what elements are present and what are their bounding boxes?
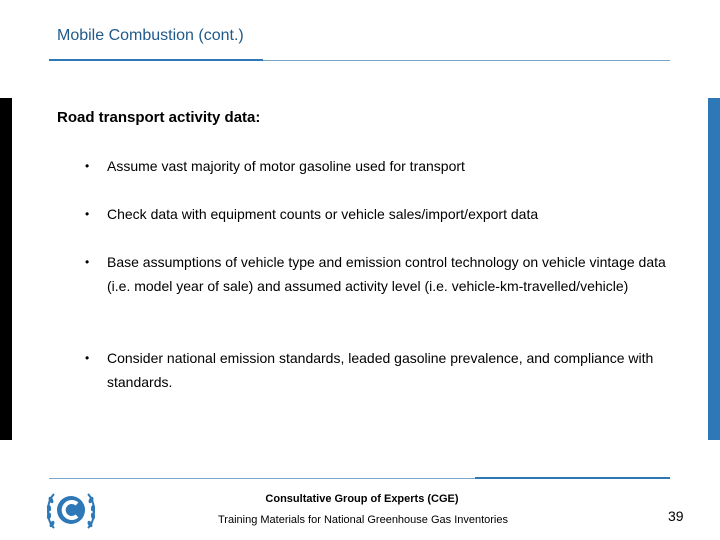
section-heading: Road transport activity data: bbox=[57, 109, 261, 126]
bullet-marker: • bbox=[85, 351, 90, 365]
bullet-item bbox=[85, 154, 667, 178]
bullet-marker: • bbox=[85, 207, 90, 221]
slide-title: Mobile Combustion (cont.) bbox=[57, 27, 244, 44]
right-decorative-bar bbox=[708, 98, 720, 440]
bullet-marker: • bbox=[85, 159, 90, 173]
bullet-item bbox=[85, 250, 667, 298]
bullet-text: Assume vast majority of motor gasoline used for transport bbox=[107, 158, 465, 174]
bullet-text: Check data with equipment counts or vehicle sales/import/export data bbox=[107, 206, 539, 222]
footer-divider-thin bbox=[49, 478, 475, 479]
unfccc-logo-icon bbox=[44, 488, 98, 534]
title-divider-thin bbox=[263, 60, 670, 61]
footer-divider-thick bbox=[475, 477, 670, 479]
footer-subtitle: Training Materials for National Greenhouse Gas Inventories bbox=[217, 514, 508, 526]
page-number: 39 bbox=[668, 508, 684, 524]
bullet-text: Base assumptions of vehicle type and emission control technology on vehicle vintage data (i.e. model year of sale) and assumed activity level (i.e. vehicle-km-travelled/vehicle) bbox=[107, 254, 666, 294]
bullet-item bbox=[85, 202, 667, 226]
bullet-text: Consider national emission standards, leaded gasoline prevalence, and compliance with standards. bbox=[107, 350, 654, 390]
left-decorative-bar bbox=[0, 98, 12, 440]
bullet-marker: • bbox=[85, 255, 90, 269]
bullet-item bbox=[85, 346, 667, 394]
footer-organization: Consultative Group of Experts (CGE) bbox=[265, 493, 459, 505]
title-divider-thick bbox=[49, 59, 263, 61]
